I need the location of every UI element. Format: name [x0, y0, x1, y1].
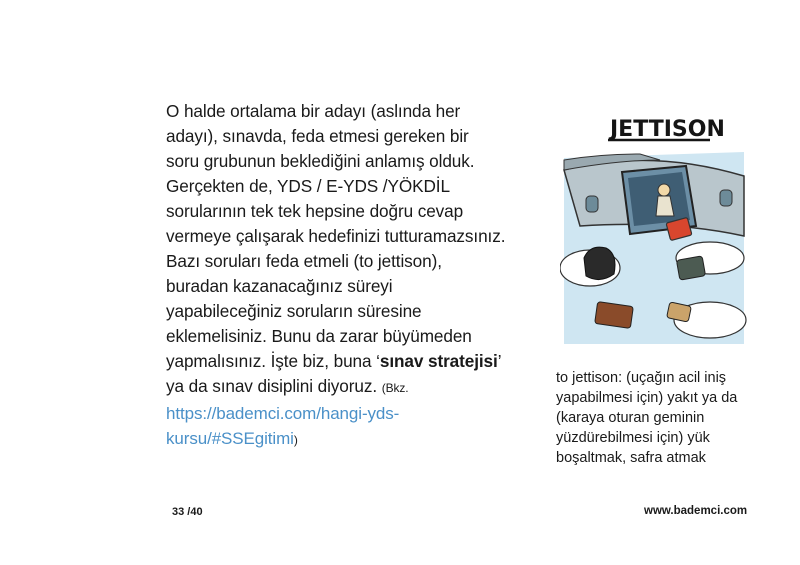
definition-caption: to jettison: (uçağın acil iniş yapabilmesi için) yakıt ya da (karaya oturan geminin yüzdürebilmesi için) yük boşaltmak, safra atmak: [556, 370, 738, 466]
page-number: 33 /40: [172, 506, 203, 518]
paragraph-text-tail: ’ ya da sınav disiplini diyoruz.: [166, 351, 501, 396]
bold-term: sınav stratejisi: [379, 351, 498, 371]
illustration-title: Jettison: [610, 117, 725, 142]
reference-open: (Bkz.: [381, 381, 409, 395]
website-footer: www.bademci.com: [644, 505, 748, 517]
main-paragraph: [166, 99, 506, 453]
paragraph-text: O halde ortalama bir adayı (aslında her adayı), sınavda, feda etmesi gereken bir soru grubunun beklediğini anlamış olduk. Gerçekten de, YDS / E-YDS /YÖKDİL sorularının tek tek hepsine doğru cevap vermeye çalışarak hedefinizi tutturamazsınız. Bazı soruları feda etmeli (to jettison), buradan kazanacağınız süreyi yapabileceğiniz soruların süresine eklemelisiniz. Bunu da zarar büyümeden yapmalısınız. İşte biz, buna ‘: [166, 101, 506, 371]
reference-close: ): [293, 433, 298, 447]
jettison-illustration: [560, 108, 748, 348]
airplane-luggage-illustration-icon: [560, 108, 748, 348]
reference-link[interactable]: https://bademci.com/hangi-yds-kursu/#SSEgitimi: [166, 404, 400, 448]
